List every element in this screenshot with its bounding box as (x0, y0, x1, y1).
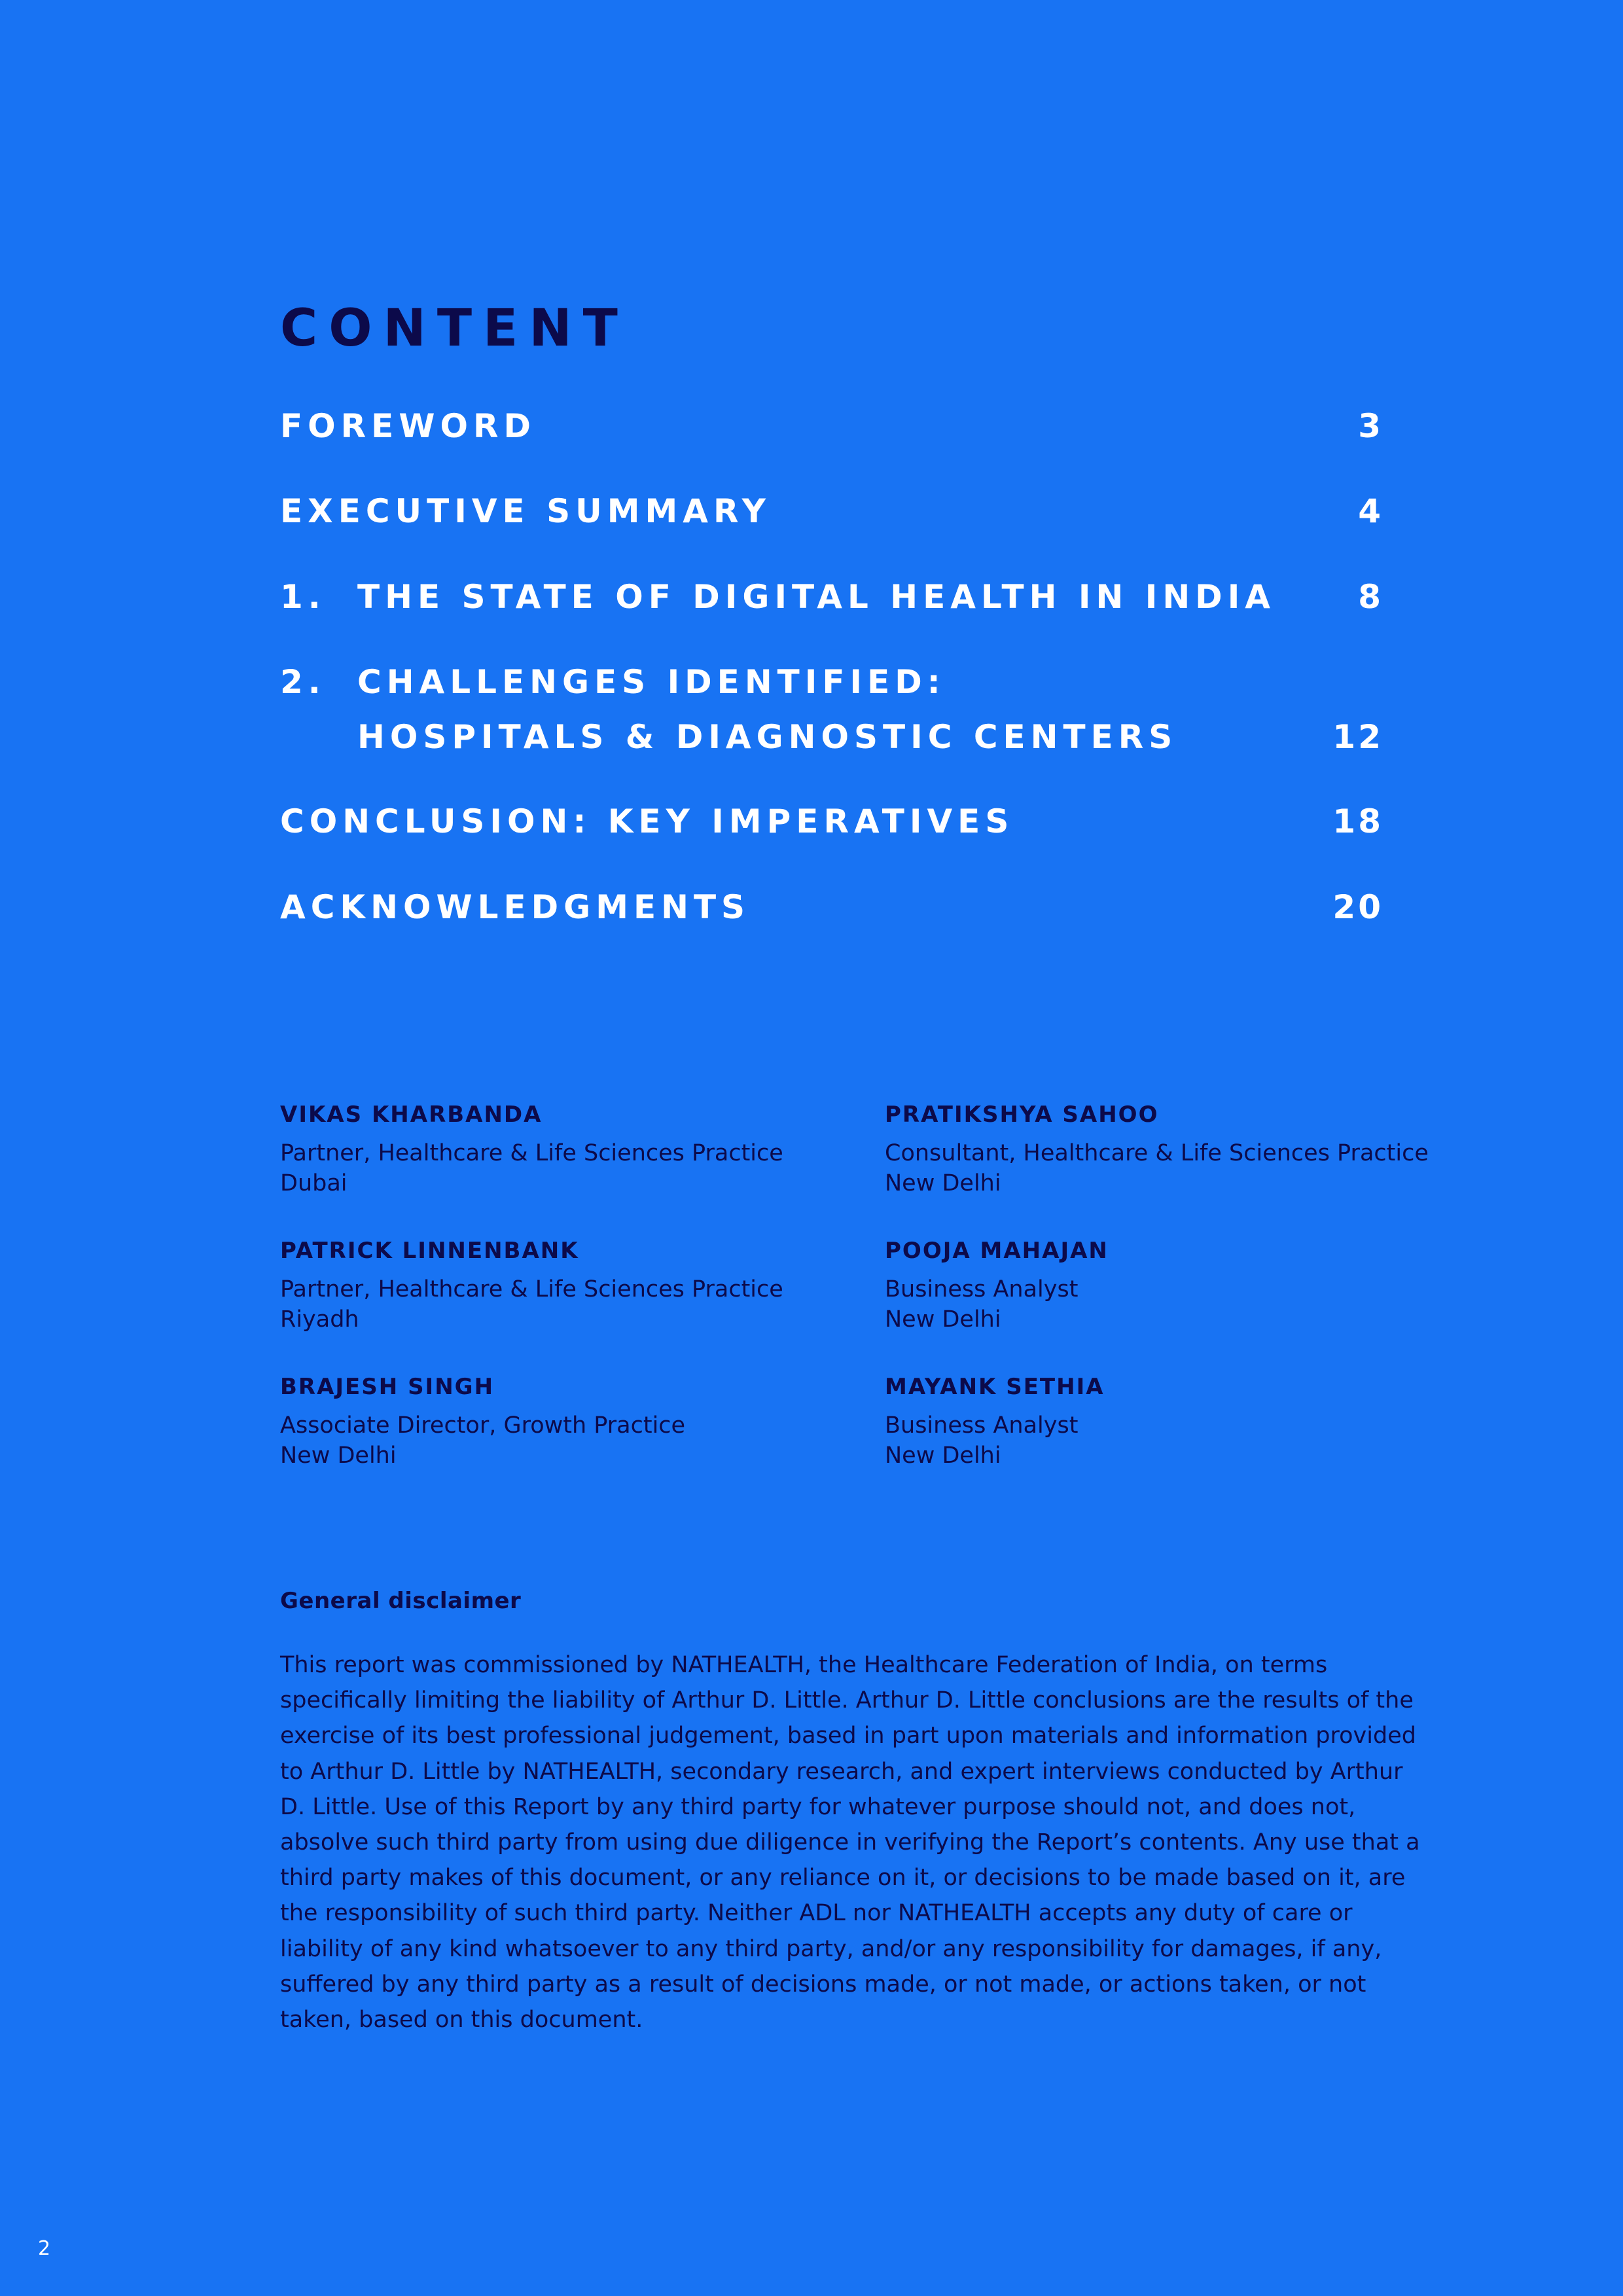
author-role: Business Analyst (885, 1412, 1079, 1439)
author-card (885, 1235, 1448, 1335)
author-role: Partner, Healthcare & Life Sciences Practice (280, 1140, 783, 1166)
author-card (885, 1371, 1448, 1471)
author-role: Partner, Healthcare & Life Sciences Practice (280, 1276, 783, 1302)
toc-item-title: EXECUTIVE SUMMARY (280, 492, 771, 530)
page-title: CONTENT (280, 299, 629, 358)
author-city: New Delhi (885, 1443, 1001, 1469)
author-card (280, 1235, 843, 1335)
author-city: Dubai (280, 1170, 348, 1196)
toc-item-title: CONCLUSION: KEY IMPERATIVES (280, 802, 1014, 840)
author-city: New Delhi (280, 1443, 397, 1469)
toc-item-number: 1. (280, 578, 326, 616)
disclaimer-text: This report was commissioned by NATHEALTH, the Healthcare Federation of India, on terms specifically limiting the liability of Arthur D. Little. Arthur D. Little conclusions are the results of the exercise of its best professional judgement, based in part upon materials and information provided to Arthur D. Little by NATHEALTH, secondary research, and expert interviews conducted by Arthur D. Little. Use of this Report by any third party for whatever purpose should not, and does not, absolve such third party from using due diligence in verifying the Report’s contents. Any use that a third party makes of this document, or any reliance on it, or decisions to be made based on it, are the responsibility of such third party. Neither ADL nor NATHEALTH accepts any duty of care or liability of any kind whatsoever to any third party, and/or any responsibility for damages, if any, suffered by any third party as a result of decisions made, or not made, or actions taken, or not taken, based on this document. (280, 1652, 1420, 2034)
toc-item-title: CHALLENGES IDENTIFIED: (357, 663, 946, 701)
toc-item-page: 8 (1358, 578, 1383, 616)
author-name: PATRICK LINNENBANK (280, 1238, 579, 1264)
toc-item-title: ACKNOWLEDGMENTS (280, 888, 751, 926)
author-card (280, 1371, 843, 1471)
toc-item-page: 12 (1332, 718, 1383, 756)
toc-item-page: 20 (1332, 888, 1383, 926)
author-city: New Delhi (885, 1170, 1001, 1196)
author-role: Associate Director, Growth Practice (280, 1412, 686, 1439)
toc-item-page: 3 (1358, 407, 1383, 445)
toc-item-page: 18 (1332, 802, 1383, 840)
author-city: New Delhi (885, 1306, 1001, 1333)
author-name: POOJA MAHAJAN (885, 1238, 1109, 1264)
author-name: BRAJESH SINGH (280, 1374, 495, 1400)
toc-item-chapter-2[interactable] (280, 655, 1383, 764)
author-role: Consultant, Healthcare & Life Sciences Practice (885, 1140, 1429, 1166)
toc-item-number: 2. (280, 663, 326, 701)
toc-item-page: 4 (1358, 492, 1383, 530)
author-card (885, 1099, 1448, 1198)
author-city: Riyadh (280, 1306, 359, 1333)
author-name: PRATIKSHYA SAHOO (885, 1102, 1159, 1128)
page-number: 2 (38, 2237, 51, 2260)
author-role: Business Analyst (885, 1276, 1079, 1302)
author-card (280, 1099, 843, 1198)
disclaimer-heading: General disclaimer (280, 1588, 522, 1614)
author-name: MAYANK SETHIA (885, 1374, 1105, 1400)
author-name: VIKAS KHARBANDA (280, 1102, 543, 1128)
toc-item-title: THE STATE OF DIGITAL HEALTH IN INDIA (357, 578, 1275, 616)
toc-item-title-line2: HOSPITALS & DIAGNOSTIC CENTERS (357, 718, 1178, 756)
toc-item-title: FOREWORD (280, 407, 536, 445)
